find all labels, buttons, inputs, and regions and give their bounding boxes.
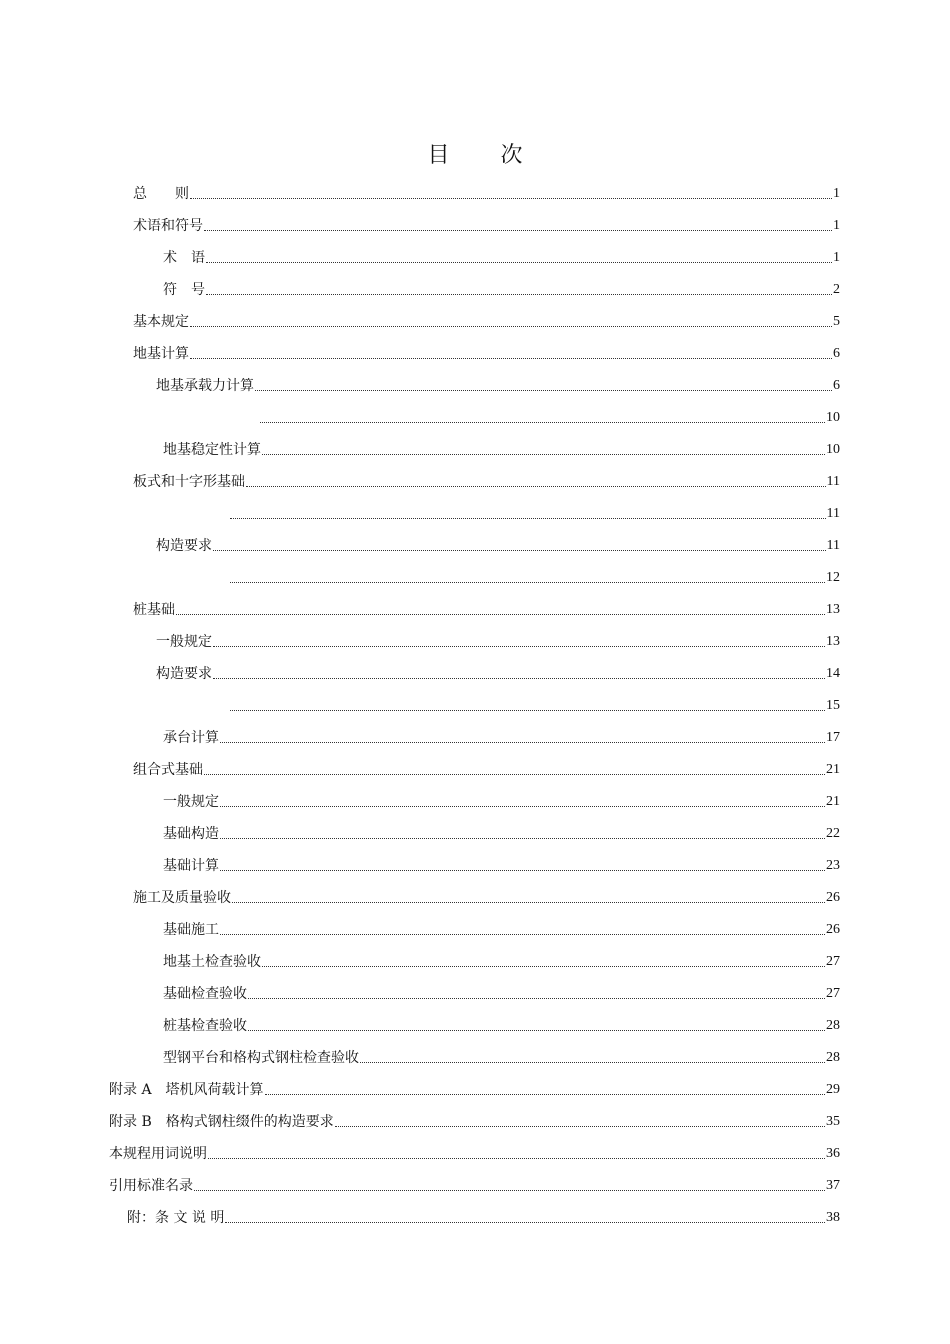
toc-entry[interactable] xyxy=(133,343,840,365)
toc-entry[interactable] xyxy=(133,215,840,237)
toc-entry-label: 板式和十字形基础 xyxy=(133,474,245,490)
toc-entry-page: 27 xyxy=(826,986,840,1001)
toc-entry-page: 29 xyxy=(826,1082,840,1097)
toc-entry[interactable] xyxy=(163,823,840,845)
toc-entry-page: 1 xyxy=(833,186,840,201)
toc-entry[interactable] xyxy=(133,311,840,333)
toc-entry-page: 2 xyxy=(833,282,840,297)
dot-leader xyxy=(230,518,826,519)
dot-leader xyxy=(248,1030,825,1031)
toc-entry-page: 12 xyxy=(826,570,840,585)
toc-entry-page: 21 xyxy=(826,794,840,809)
dot-leader xyxy=(220,934,825,935)
dot-leader xyxy=(213,550,826,551)
toc-entry-label: 术语和符号 xyxy=(133,218,203,234)
dot-leader xyxy=(194,1190,825,1191)
toc-entry[interactable] xyxy=(133,471,840,493)
toc-entry[interactable] xyxy=(163,247,840,269)
toc-entry-label: 附录 B 格构式钢柱缀件的构造要求 xyxy=(109,1114,334,1130)
toc-entry-label: 地基稳定性计算 xyxy=(163,442,261,458)
toc-entry-label: 本规程用词说明 xyxy=(109,1146,207,1162)
toc-entry[interactable] xyxy=(109,1079,840,1101)
toc-entry-page: 17 xyxy=(826,730,840,745)
toc-entry-page: 22 xyxy=(826,826,840,841)
toc-entry-label: 地基土检查验收 xyxy=(163,954,261,970)
page-title: 目 次 xyxy=(427,143,545,168)
toc-entry-page: 6 xyxy=(833,378,840,393)
toc-entry[interactable] xyxy=(156,631,840,653)
toc-entry[interactable] xyxy=(163,855,840,877)
toc-entry-page: 11 xyxy=(826,506,840,521)
toc-entry-label: 术 语 xyxy=(163,250,205,266)
dot-leader xyxy=(204,774,825,775)
toc-entry[interactable] xyxy=(163,791,840,813)
dot-leader xyxy=(335,1126,825,1127)
toc-entry-page: 36 xyxy=(826,1146,840,1161)
toc-entry-label: 总 则 xyxy=(133,186,189,202)
toc-entry[interactable] xyxy=(133,759,840,781)
dot-leader xyxy=(265,1094,825,1095)
toc-entry-label: 一般规定 xyxy=(163,794,219,810)
toc-entry-page: 10 xyxy=(826,410,840,425)
toc-entry[interactable] xyxy=(133,183,840,205)
toc-entry[interactable] xyxy=(156,535,840,557)
dot-leader xyxy=(260,422,825,423)
toc-entry[interactable] xyxy=(133,887,840,909)
toc-entry[interactable] xyxy=(163,919,840,941)
toc-entry-page: 23 xyxy=(826,858,840,873)
toc-entry[interactable] xyxy=(109,1175,840,1197)
toc-entry-page: 28 xyxy=(826,1050,840,1065)
toc-entry-label: 地基承载力计算 xyxy=(156,378,254,394)
toc-entry[interactable] xyxy=(163,279,840,301)
toc-entry-page: 14 xyxy=(826,666,840,681)
dot-leader xyxy=(206,294,832,295)
dot-leader xyxy=(225,1222,825,1223)
toc-entry-label: 组合式基础 xyxy=(133,762,203,778)
toc-entry[interactable] xyxy=(133,599,840,621)
dot-leader xyxy=(176,614,825,615)
dot-leader xyxy=(248,998,825,999)
dot-leader xyxy=(190,358,832,359)
toc-entry-page: 15 xyxy=(826,698,840,713)
toc-entry-page: 10 xyxy=(826,442,840,457)
toc-entry[interactable] xyxy=(109,1111,840,1133)
toc-entry[interactable] xyxy=(163,503,840,525)
toc-entry-page: 26 xyxy=(826,922,840,937)
dot-leader xyxy=(255,390,832,391)
toc-entry-label: 地基计算 xyxy=(133,346,189,362)
dot-leader xyxy=(262,454,825,455)
dot-leader xyxy=(230,710,825,711)
toc-entry-page: 37 xyxy=(826,1178,840,1193)
dot-leader xyxy=(204,230,832,231)
toc-entry-page: 11 xyxy=(826,474,840,489)
dot-leader xyxy=(360,1062,825,1063)
dot-leader xyxy=(232,902,825,903)
dot-leader xyxy=(190,326,832,327)
toc-entry-page: 5 xyxy=(833,314,840,329)
toc-entry-label: 施工及质量验收 xyxy=(133,890,231,906)
toc-entry-page: 6 xyxy=(833,346,840,361)
dot-leader xyxy=(213,678,825,679)
dot-leader xyxy=(206,262,832,263)
toc-entry[interactable] xyxy=(109,1143,840,1165)
toc-entry[interactable] xyxy=(163,567,840,589)
toc-entry[interactable] xyxy=(127,1207,840,1229)
toc-entry[interactable] xyxy=(163,407,840,429)
toc-entry-label: 基础检查验收 xyxy=(163,986,247,1002)
toc-entry-page: 13 xyxy=(826,602,840,617)
toc-entry-page: 13 xyxy=(826,634,840,649)
toc-entry[interactable] xyxy=(163,1047,840,1069)
dot-leader xyxy=(220,838,825,839)
toc-entry-page: 26 xyxy=(826,890,840,905)
toc-entry-label: 基础计算 xyxy=(163,858,219,874)
dot-leader xyxy=(230,582,825,583)
toc-entry-page: 1 xyxy=(833,218,840,233)
dot-leader xyxy=(190,198,832,199)
dot-leader xyxy=(213,646,825,647)
dot-leader xyxy=(220,742,825,743)
toc-entry-label: 桩基检查验收 xyxy=(163,1018,247,1034)
toc-entry-page: 28 xyxy=(826,1018,840,1033)
toc-entry[interactable] xyxy=(163,1015,840,1037)
toc-entry-label: 构造要求 xyxy=(156,666,212,682)
dot-leader xyxy=(208,1158,825,1159)
toc-entry-label: 构造要求 xyxy=(156,538,212,554)
toc-entry[interactable] xyxy=(163,439,840,461)
toc-entry-label: 引用标准名录 xyxy=(109,1178,193,1194)
dot-leader xyxy=(220,870,825,871)
toc-entry[interactable] xyxy=(156,375,840,397)
toc-entry-page: 1 xyxy=(833,250,840,265)
toc-entry-page: 38 xyxy=(826,1210,840,1225)
toc-entry-label: 型钢平台和格构式钢柱检查验收 xyxy=(163,1050,359,1066)
toc-entry-page: 35 xyxy=(826,1114,840,1129)
toc-entry[interactable] xyxy=(163,727,840,749)
toc-entry-label: 承台计算 xyxy=(163,730,219,746)
toc-entry-label: 基本规定 xyxy=(133,314,189,330)
toc-entry-label: 桩基础 xyxy=(133,602,175,618)
toc-entry[interactable] xyxy=(163,951,840,973)
toc-entry-label: 一般规定 xyxy=(156,634,212,650)
toc-entry[interactable] xyxy=(163,983,840,1005)
dot-leader xyxy=(220,806,825,807)
toc-entry-label: 符 号 xyxy=(163,282,205,298)
toc-entry-label: 附录 A 塔机风荷载计算 xyxy=(109,1082,264,1098)
toc-entry[interactable] xyxy=(156,663,840,685)
toc-entry-page: 11 xyxy=(826,538,840,553)
toc-entry-page: 21 xyxy=(826,762,840,777)
toc-entry[interactable] xyxy=(163,695,840,717)
toc-entry-label: 附：条 文 说 明 xyxy=(127,1210,225,1226)
dot-leader xyxy=(262,966,825,967)
toc-entry-label: 基础构造 xyxy=(163,826,219,842)
dot-leader xyxy=(246,486,826,487)
toc-entry-page: 27 xyxy=(826,954,840,969)
toc-entry-label: 基础施工 xyxy=(163,922,219,938)
